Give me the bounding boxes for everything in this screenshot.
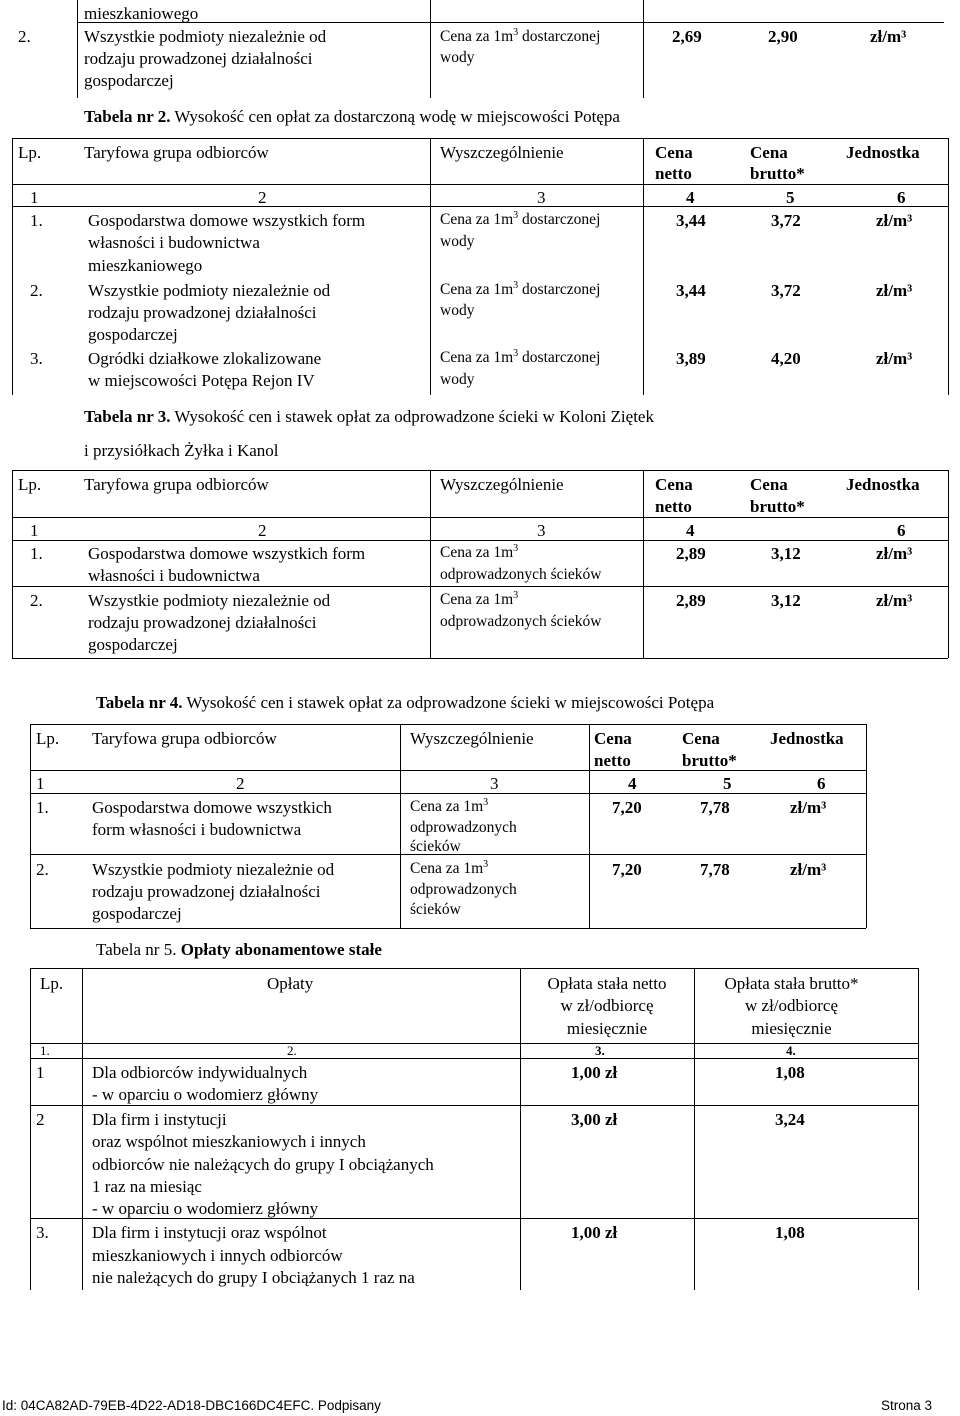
spec-cell: Cena za $1m^3$: [410, 796, 489, 815]
row-number: 2: [36, 1110, 45, 1129]
row-text: mieszkaniowego: [84, 4, 199, 23]
table2-caption: Tabela nr 2. Wysokość cen opłat za dostarczoną wodę w miejscowości Potępa: [84, 107, 620, 126]
header-unit: Jednostka: [770, 729, 844, 748]
col-number: 4.: [786, 1043, 796, 1058]
price-netto: 2,89: [676, 544, 706, 563]
row-number: 1.: [30, 211, 43, 230]
spec-cell-3: ścieków: [410, 838, 461, 855]
row-text: mieszkaniowego: [88, 256, 203, 275]
price-netto: 3,44: [676, 281, 706, 300]
row-text: 1 raz na miesiąc: [92, 1177, 202, 1196]
header-spec: Wyszczególnienie: [440, 143, 564, 162]
header-brutto-2: brutto*: [682, 751, 737, 770]
col-number: 2: [258, 521, 267, 540]
header-unit: Jednostka: [846, 475, 920, 494]
row-text: Dla firm i instytucji: [92, 1110, 227, 1129]
row-text: gospodarczej: [92, 904, 182, 923]
header-netto-2: netto: [594, 751, 631, 770]
header-lp: Lp.: [18, 475, 42, 494]
col-number: 1: [36, 774, 45, 793]
col-number: 2: [236, 774, 245, 793]
row-text: Gospodarstwa domowe wszystkich form: [88, 544, 366, 563]
fee-brutto: 3,24: [775, 1110, 805, 1129]
col-number: 5: [723, 774, 732, 793]
header-netto-2: netto: [655, 497, 692, 516]
col-number: 3: [490, 774, 499, 793]
spec-cell-2: wody: [440, 371, 475, 388]
price-netto: 3,89: [676, 349, 706, 368]
row-text: Gospodarstwa domowe wszystkich: [92, 798, 332, 817]
row-text: Wszystkie podmioty niezależnie od: [88, 281, 331, 300]
table4-caption: Tabela nr 4. Wysokość cen i stawek opłat za odprowadzone ścieki w miejscowości Potępa: [96, 693, 715, 712]
col-number: 5: [786, 188, 795, 207]
price-brutto: 7,78: [700, 798, 730, 817]
col-number: 4: [628, 774, 637, 793]
header-spec: Wyszczególnienie: [440, 475, 564, 494]
row-number: 1: [36, 1063, 45, 1082]
table3-caption: Tabela nr 3. Wysokość cen i stawek opłat za odprowadzone ścieki w Koloni Ziętek: [84, 407, 654, 426]
header-netto-3: miesięcznie: [566, 1019, 648, 1038]
spec-cell-2: wody: [440, 49, 475, 66]
spec-cell: Cena za $1m^3$ dostarczonej: [440, 279, 601, 298]
document-id: Id: 04CA82AD-79EB-4D22-AD18-DBC166DC4EFC. Podpisany: [2, 1398, 381, 1413]
col-number: 4: [686, 188, 695, 207]
price-netto: 2,89: [676, 591, 706, 610]
spec-cell-3: ścieków: [410, 901, 461, 918]
price-netto: 7,20: [612, 798, 642, 817]
price-brutto: 4,20: [771, 349, 801, 368]
table5-caption: Tabela nr 5. Opłaty abonamentowe stałe: [96, 940, 382, 959]
header-grupa: Taryfowa grupa odbiorców: [92, 729, 277, 748]
header-lp: Lp.: [36, 729, 60, 748]
spec-cell: Cena za $1m^3$ dostarczonej: [440, 347, 601, 366]
header-netto-2: netto: [655, 164, 692, 183]
col-number: 4: [686, 521, 695, 540]
header-brutto: Cena: [682, 729, 720, 748]
unit: zł/m³: [876, 211, 913, 230]
row-text: w miejscowości Potępa Rejon IV: [88, 371, 315, 390]
unit: zł/m³: [876, 349, 913, 368]
unit: zł/m³: [870, 27, 907, 46]
row-text: mieszkaniowych i innych odbiorców: [92, 1246, 343, 1265]
row-text: Ogródki działkowe zlokalizowane: [88, 349, 322, 368]
row-text: gospodarczej: [88, 325, 178, 344]
row-text: - w oparciu o wodomierz główny: [92, 1199, 319, 1218]
row-text: gospodarczej: [88, 635, 178, 654]
row-number: 1.: [30, 544, 43, 563]
row-text: rodzaju prowadzonej działalności: [84, 49, 313, 68]
row-number: 3.: [36, 1223, 49, 1242]
row-text: gospodarczej: [84, 71, 174, 90]
header-oplaty: Opłaty: [267, 974, 314, 993]
row-text: nie należących do grupy I obciążanych 1 raz na: [92, 1268, 415, 1287]
unit: zł/m³: [876, 281, 913, 300]
row-text: Gospodarstwa domowe wszystkich form: [88, 211, 366, 230]
header-brutto-2: w zł/odbiorcę: [745, 996, 838, 1015]
spec-cell: Cena za $1m^3$: [440, 589, 519, 608]
unit: zł/m³: [876, 544, 913, 563]
col-number: 3: [537, 188, 546, 207]
header-netto: Cena: [655, 475, 693, 494]
price-brutto: 2,90: [768, 27, 798, 46]
spec-cell: Cena za $1m^3$ dostarczonej: [440, 209, 601, 228]
header-netto: Cena: [594, 729, 632, 748]
header-brutto: Cena: [750, 143, 788, 162]
price-brutto: 7,78: [700, 860, 730, 879]
header-lp: Lp.: [18, 143, 42, 162]
col-number: 2: [258, 188, 267, 207]
fee-netto: 3,00 zł: [571, 1110, 618, 1129]
spec-cell: Cena za $1m^3$: [410, 858, 489, 877]
spec-cell-2: wody: [440, 302, 475, 319]
row-text: oraz wspólnot mieszkaniowych i innych: [92, 1132, 366, 1151]
col-number: 1.: [40, 1043, 50, 1058]
header-netto: Cena: [655, 143, 693, 162]
header-unit: Jednostka: [846, 143, 920, 162]
row-text: rodzaju prowadzonej działalności: [92, 882, 321, 901]
row-text: własności i budownictwa: [88, 566, 260, 585]
col-number: 3: [537, 521, 546, 540]
table3-caption-2: i przysiółkach Żyłka i Kanol: [84, 441, 279, 460]
row-number: 2.: [18, 27, 31, 46]
row-number: 1.: [36, 798, 49, 817]
price-brutto: 3,72: [771, 281, 801, 300]
price-brutto: 3,12: [771, 591, 801, 610]
col-number: 1: [30, 521, 39, 540]
col-number: 3.: [595, 1043, 605, 1058]
price-netto: 3,44: [676, 211, 706, 230]
price-netto: 2,69: [672, 27, 702, 46]
spec-cell: Cena za $1m^3$ dostarczonej: [440, 26, 601, 45]
header-spec: Wyszczególnienie: [410, 729, 534, 748]
header-lp: Lp.: [40, 974, 64, 993]
price-brutto: 3,12: [771, 544, 801, 563]
header-brutto-2: brutto*: [750, 164, 805, 183]
row-text: Wszystkie podmioty niezależnie od: [92, 860, 335, 879]
header-brutto: Cena: [750, 475, 788, 494]
col-number: 6: [897, 188, 906, 207]
unit: zł/m³: [790, 798, 827, 817]
header-brutto-3: miesięcznie: [751, 1019, 832, 1038]
row-text: Dla firm i instytucji oraz wspólnot: [92, 1223, 327, 1242]
fee-netto: 1,00 zł: [571, 1223, 618, 1242]
col-number: 6: [817, 774, 826, 793]
page-number: Strona 3: [881, 1398, 933, 1413]
spec-cell: Cena za $1m^3$: [440, 542, 519, 561]
fee-netto: 1,00 zł: [571, 1063, 618, 1082]
price-netto: 7,20: [612, 860, 642, 879]
spec-cell-2: wody: [440, 233, 475, 250]
row-text: Wszystkie podmioty niezależnie od: [84, 27, 327, 46]
col-number: 2.: [287, 1043, 297, 1058]
spec-cell-2: odprowadzonych ścieków: [440, 613, 602, 630]
row-text: rodzaju prowadzonej działalności: [88, 303, 317, 322]
row-number: 2.: [30, 281, 43, 300]
row-text: form własności i budownictwa: [92, 820, 302, 839]
row-number: 2.: [30, 591, 43, 610]
header-brutto-2: brutto*: [750, 497, 805, 516]
header-netto: Opłata stała netto: [547, 974, 667, 993]
row-text: odbiorców nie należących do grupy I obciążanych: [92, 1155, 434, 1174]
col-number: 6: [897, 521, 906, 540]
header-grupa: Taryfowa grupa odbiorców: [84, 143, 269, 162]
col-number: 1: [30, 188, 39, 207]
fee-brutto: 1,08: [775, 1063, 805, 1082]
row-text: własności i budownictwa: [88, 233, 260, 252]
row-text: Dla odbiorców indywidualnych: [92, 1063, 308, 1082]
price-brutto: 3,72: [771, 211, 801, 230]
spec-cell-2: odprowadzonych ścieków: [440, 566, 602, 583]
row-number: 2.: [36, 860, 49, 879]
spec-cell-2: odprowadzonych: [410, 881, 517, 898]
header-brutto: Opłata stała brutto*: [724, 974, 859, 993]
spec-cell-2: odprowadzonych: [410, 819, 517, 836]
header-netto-2: w zł/odbiorcę: [560, 996, 654, 1015]
row-number: 3.: [30, 349, 43, 368]
row-text: - w oparciu o wodomierz główny: [92, 1085, 319, 1104]
row-text: rodzaju prowadzonej działalności: [88, 613, 317, 632]
header-grupa: Taryfowa grupa odbiorców: [84, 475, 269, 494]
fee-brutto: 1,08: [775, 1223, 805, 1242]
row-text: Wszystkie podmioty niezależnie od: [88, 591, 331, 610]
unit: zł/m³: [876, 591, 913, 610]
unit: zł/m³: [790, 860, 827, 879]
